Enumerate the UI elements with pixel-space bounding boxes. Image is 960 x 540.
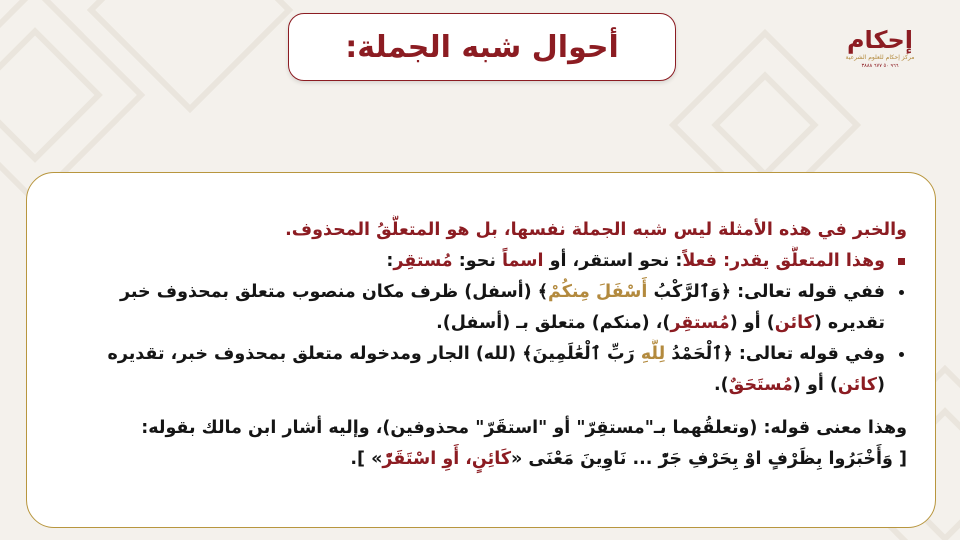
- text-segment: » ].: [350, 449, 383, 469]
- text-segment: اسماً: [501, 251, 544, 271]
- text-segment: كَائِنٍ، أَوِ اسْتَقَرّْ: [382, 449, 512, 469]
- page-title: أحوال شبه الجملة:: [345, 29, 619, 65]
- text-segment: وهذا المتعلَّق يقدر: فعلاً: [682, 251, 885, 271]
- text-segment: مُستقِر: [393, 251, 453, 271]
- text-segment: )، (منكم) متعلق بـ (أسفل).: [436, 313, 671, 333]
- square-bullet-item: [65, 246, 907, 277]
- text-segment: رَبِّ ٱلْعَٰلَمِينَ﴾ (لله) الجار ومدخوله متعلق بمحذوف خبر، تقديره (: [107, 344, 885, 395]
- text-segment: مُستَحَقٌ: [728, 375, 793, 395]
- text-segment: وفي قوله تعالى: ﴿ٱلْحَمْدُ: [665, 344, 885, 364]
- title-box: [288, 13, 676, 81]
- text-segment: ).: [714, 375, 729, 395]
- brand-logo: [846, 26, 914, 94]
- content-text: [65, 215, 907, 475]
- logo-name: إحكام: [846, 26, 914, 54]
- text-segment: ﴾ (أسفل) ظرف مكان منصوب متعلق بمحذوف خبر تقديره (: [120, 282, 885, 333]
- text-segment: نحو:: [452, 251, 502, 271]
- logo-number: ٩٦٦ ٥٠ ٦٧٧ ٣٨٨٨: [861, 63, 899, 69]
- verse-line: [65, 444, 907, 475]
- spacer: [65, 401, 907, 413]
- text-segment: ففي قوله تعالى: ﴿وَٱلرَّكْبُ: [647, 282, 885, 302]
- text-segment: : نحو استقر، أو: [543, 251, 683, 271]
- dot-bullet-icon: [899, 352, 904, 357]
- quran-highlight: أَسْفَلَ مِنكُمْ: [548, 282, 648, 302]
- quran-highlight: لِلَّهِ: [640, 344, 666, 364]
- intro-line: والخبر في هذه الأمثلة ليس شبه الجملة نفسها، بل هو المتعلَّقُ المحذوف.: [285, 220, 907, 240]
- dot-bullet-icon: [899, 290, 904, 295]
- text-segment: كائن: [837, 375, 877, 395]
- content-panel: [26, 172, 936, 528]
- bullet-item: [65, 339, 907, 401]
- text-segment: مُستقِر: [670, 313, 730, 333]
- text-segment: [ وَأَخْبَرُوا بِظَرْفٍ اوْ بِحَرْفِ جَرّْ ... نَاوِينَ مَعْنَى «: [511, 449, 907, 469]
- square-bullet-icon: [898, 258, 905, 265]
- bullet-item: [65, 277, 907, 339]
- text-segment: ) أو (: [792, 375, 838, 395]
- text-segment: ) أو (: [729, 313, 775, 333]
- explanation-line: وهذا معنى قوله: (وتعلقُهما بـ"مستقِرّ" أو "استقَرّ" محذوفين)، وإليه أشار ابن مالك بقوله:: [141, 418, 907, 438]
- text-segment: :: [386, 251, 394, 271]
- text-segment: كائن: [774, 313, 814, 333]
- logo-subtitle: مركز إحكام للعلوم الشرعية: [845, 54, 915, 61]
